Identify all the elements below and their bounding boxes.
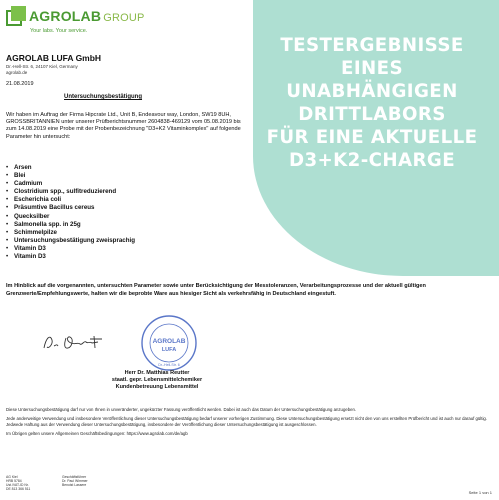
company-website: agrolab.de bbox=[6, 69, 28, 75]
stamp-middle-text: LUFA bbox=[161, 347, 177, 353]
parameter-item: • Quecksilber bbox=[6, 213, 135, 221]
stamp-top-text: AGROLAB bbox=[152, 338, 186, 345]
parameter-item: • Escherichia coli bbox=[6, 196, 135, 204]
document-title: Untersuchungsbestätigung bbox=[64, 94, 143, 100]
summary-paragraph: Im Hinblick auf die vorgenannten, untersuchten Parameter sowie unter Berücksichtigung der Messtoleranzen, Verarbeitungsprozesse und der aktuell gültigen Grenzwerte/Empfehlungswerte, halten wir die beprobte Ware aus hiesiger Sicht als verkehrsfähig in Deutschland eingestuft. bbox=[6, 283, 426, 297]
parameter-item: • Salmonella spp. in 25g bbox=[6, 221, 135, 229]
banner-line: FÜR EINE AKTUELLE bbox=[266, 127, 478, 148]
promo-banner bbox=[253, 0, 499, 276]
legal-notes bbox=[6, 407, 496, 441]
footer-registry: AG Kiel HRB 5784 Ust./VAT-ID Nr. DE 813 366 511 bbox=[6, 475, 31, 492]
banner-line: EINES bbox=[341, 58, 403, 79]
page-number: Seite 1 von 1 bbox=[468, 490, 492, 495]
banner-line: D3+K2-CHARGE bbox=[288, 150, 456, 171]
parameter-list bbox=[6, 164, 135, 261]
parameter-item: • Blei bbox=[6, 172, 135, 180]
footer-management: Geschäftsführer Dr. Paul Wimmer Benoist Lassere bbox=[62, 475, 88, 488]
intro-paragraph: Wir haben im Auftrag der Firma Hipcrate Ltd., Unit B, Endeavour way, London, SW19 8UH, GROSSBRITANNIEN unter unserer Prüfberichtsnummer 2604838-469129 vom 05.08.2019 bis zum 14.08.2019 eine Probe mit der Probenbezeichnung "D3+K2 Vitaminkomplex" auf folgende Parameter hin untersucht: bbox=[6, 112, 241, 140]
agrolab-logo-icon bbox=[6, 6, 26, 26]
parameter-item: • Vitamin D3 bbox=[6, 245, 135, 253]
legal-note: Im Übrigen gelten unsere Allgemeinen Geschäftsbedingungen: https://www.agrolab.com/de/agb bbox=[6, 431, 188, 437]
logo-brand: AGROLAB bbox=[29, 8, 102, 24]
signer-role: staatl. gepr. Lebensmittelchemiker bbox=[111, 377, 203, 384]
document-footer bbox=[6, 475, 496, 497]
stamp-ring-text: Dr.-Hell-Str. 6 bbox=[158, 363, 180, 367]
legal-note: Jede anderweitige Verwendung und insbesondere Veröffentlichung dieser Untersuchungsbestätigung bedarf unserer vorherigen Zustimmung. Diese Untersuchungsbestätigung ersetzt nicht den von uns erstellten Prüfbericht und ist auch nur darauf gültig. Jedwede Haftung aus der Verwendung dieser Untersuchungsbestätigung, insbesondere der Veröffentlichung dieser Untersuchungsbestätigung ist ausgeschlossen. bbox=[6, 416, 487, 427]
parameter-item: • Cadmium bbox=[6, 180, 135, 188]
banner-line: TESTERGEBNISSE bbox=[280, 35, 464, 56]
logo-group: GROUP bbox=[103, 12, 145, 24]
handwritten-signature bbox=[40, 330, 110, 354]
signer-department: Kundenbetreuung Lebensmittel bbox=[115, 384, 199, 391]
banner-line: DRITTLABORS bbox=[298, 104, 446, 125]
document-date: 21.08.2019 bbox=[6, 81, 34, 87]
signer-block bbox=[92, 370, 222, 392]
agrolab-logo bbox=[6, 6, 145, 46]
lab-stamp-icon bbox=[140, 314, 198, 372]
parameter-item: • Untersuchungsbestätigung zweisprachig bbox=[6, 237, 135, 245]
company-address: Dr.-Hell-Str. 6, 24107 Kiel, Germany bbox=[6, 64, 78, 69]
parameter-item: • Präsumtive Bacillus cereus bbox=[6, 204, 135, 212]
promo-banner-text bbox=[253, 34, 491, 172]
banner-line: UNABHÄNGIGEN bbox=[286, 81, 458, 102]
legal-note: Diese Untersuchungsbestätigung darf nur von Ihnen in unveränderter, ungekürzter Fassung veröffentlicht werden. Dabei ist auch das Datum der Untersuchungsbestätigung anzugeben. bbox=[6, 407, 357, 412]
parameter-item: • Clostridium spp., sulfitreduzierend bbox=[6, 188, 135, 196]
parameter-item: • Schimmelpilze bbox=[6, 229, 135, 237]
logo-tagline: Your labs. Your service. bbox=[30, 28, 88, 34]
parameter-item: • Arsen bbox=[6, 164, 135, 172]
company-name: AGROLAB LUFA GmbH bbox=[6, 53, 102, 63]
company-address-block bbox=[6, 64, 78, 75]
signer-name: Herr Dr. Matthias Reutter bbox=[124, 370, 190, 376]
parameter-item: • Vitamin D3 bbox=[6, 253, 135, 261]
